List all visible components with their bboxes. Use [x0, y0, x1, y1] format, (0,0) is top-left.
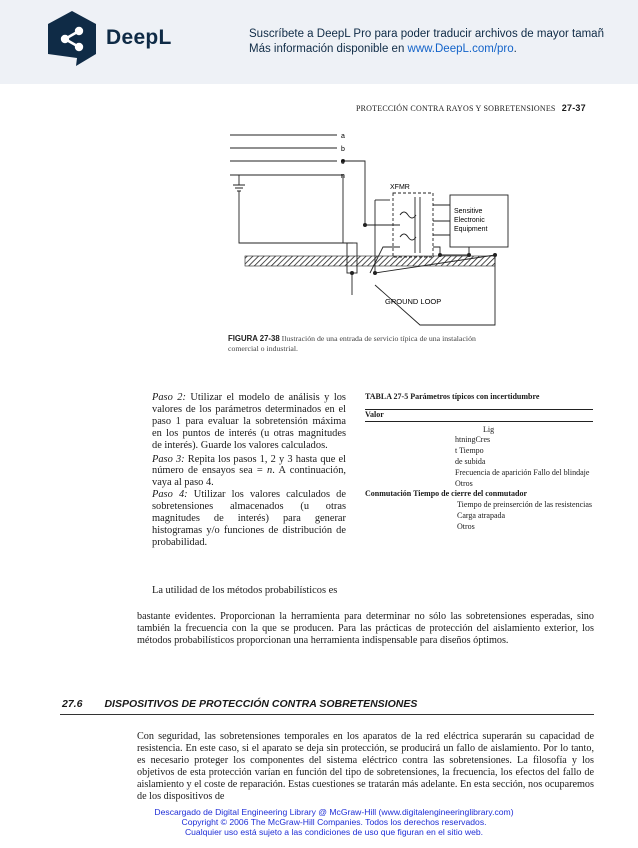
section-heading [62, 698, 594, 710]
step-4-text: Utilizar los valores calculados de sobretensiones almacenados (u otras magnitudes de interés) para generar histogramas y/o funciones de distribución de probabilidad. [152, 489, 346, 548]
table-group-heading: Conmutación Tiempo de cierre del conmutador [365, 489, 527, 499]
promo-line-2-suffix: . [513, 43, 517, 55]
table-row: Frecuencia de aparición Fallo del blindaje [455, 467, 590, 477]
step-2 [152, 392, 346, 452]
promo-line-1: Suscríbete a DeepL Pro para poder traducir archivos de mayor tamañ [249, 28, 604, 40]
table-row: Lig [483, 424, 495, 434]
footer-line-1[interactable]: Descargado de Digital Engineering Library @ McGraw-Hill (www.digitalengineeringlibrary.com) [154, 807, 514, 817]
equipment-label-1: Sensitive [454, 208, 483, 215]
step-3 [152, 454, 346, 490]
footer-line-2: Copyright © 2006 The McGraw-Hill Companies. Todos los derechos reservados. [181, 817, 487, 827]
conductor-a-label: a [341, 133, 345, 140]
service-entrance-diagram [225, 125, 525, 330]
deepl-brand-name[interactable]: DeepL [106, 26, 172, 49]
table-row: Tiempo de preinserción de las resistencias Carga atrapada [457, 500, 593, 520]
table-header-rule [365, 421, 593, 422]
table-column-header: Valor [365, 409, 384, 419]
step-2-label: Paso 2: [152, 392, 186, 403]
procedure-steps [152, 392, 346, 549]
deepl-pro-link[interactable]: www.DeepL.com/pro [407, 43, 514, 55]
conductor-c-label: c [341, 159, 345, 166]
parameters-table [365, 392, 593, 533]
equipment-label-2: Electronic [454, 217, 485, 224]
promo-line-2-prefix: Más información disponible en [249, 43, 408, 55]
section-number: 27.6 [62, 698, 83, 710]
table-row: de subida [455, 456, 486, 466]
download-footer [114, 807, 554, 837]
table-title-text: Parámetros típicos con incertidumbre [408, 392, 540, 401]
section-rule [60, 714, 594, 715]
deepl-banner [0, 0, 638, 84]
ground-loop-label: GROUND LOOP [385, 297, 442, 306]
step-4 [152, 489, 346, 549]
figure-caption [228, 334, 498, 354]
table-title [365, 392, 593, 403]
running-head [356, 103, 586, 113]
table-number: TABLA 27-5 [365, 392, 409, 401]
xfmr-label: XFMR [390, 184, 410, 191]
step-3-label: Paso 3: [152, 453, 185, 465]
step-3-text-a: Repita los pasos 1, 2 y 3 hasta que el número de ensayos sea = [152, 453, 346, 477]
step-2-text: Utilizar el modelo de análisis y los valores de los parámetros determinados en el paso 1 para evaluar la sobretensión máxima en los puntos de interés (u otras magnitudes de interés). Guarde los valores calculados. [152, 392, 346, 451]
table-row: Otros [455, 478, 473, 488]
table-row: htningCres [455, 435, 491, 445]
promo-line-2 [249, 42, 604, 57]
step-3-var: n [267, 465, 273, 477]
figure-caption-label: FIGURA 27-38 [228, 334, 280, 343]
paragraph-main: bastante evidentes. Proporcionan la herramienta para determinar no sólo las sobretensiones esperadas, sino también la frecuencia con la que se producen. Para las prácticas de protección del aislamiento exterior, los métodos probabilísticos proporcionan una herramienta indispensable para diseños óptimos. [137, 611, 594, 646]
conductor-b-label: b [341, 146, 345, 153]
footer-line-3: Cualquier uso está sujeto a las condiciones de uso que figuran en el sitio web. [184, 827, 484, 837]
paragraph-intro: La utilidad de los métodos probabilísticos es [152, 585, 338, 596]
running-head-title: PROTECCIÓN CONTRA RAYOS Y SOBRETENSIONES [356, 104, 556, 113]
section-body: Con seguridad, las sobretensiones temporales en los aparatos de la red eléctrica superarán su capacidad de resistencia. En este caso, si el aparato se deja sin protección, se producirá un fallo de aislamiento. Por lo tanto, es necesario proteger los componentes del sistema eléctrico contra las sobretensiones. La filosofía y los objetivos de esta protección varían en función del tipo de sobretensiones, la frecuencia, los efectos del fallo de aislamiento y el coste de reparación. Estas cuestiones se tratarán más adelante. En esta sección, nos ocuparemos de los dispositivos de [137, 731, 594, 802]
figure-caption-text: Ilustración de una entrada de servicio típica de una instalación comercial o industrial. [228, 334, 476, 353]
conductor-n-label: n [341, 173, 345, 180]
page-number: 27-37 [561, 103, 586, 113]
table-row: t Tiempo [455, 446, 484, 456]
promo-message [249, 27, 604, 57]
equipment-label-3: Equipment [454, 226, 488, 233]
table-row: Otros [457, 521, 475, 531]
step-3-text-b: . A continuación, vaya al paso 4. [152, 465, 346, 489]
deepl-logo-icon[interactable] [46, 10, 98, 68]
step-4-label: Paso 4: [152, 489, 188, 501]
section-title: DISPOSITIVOS DE PROTECCIÓN CONTRA SOBRETENSIONES [104, 698, 418, 710]
